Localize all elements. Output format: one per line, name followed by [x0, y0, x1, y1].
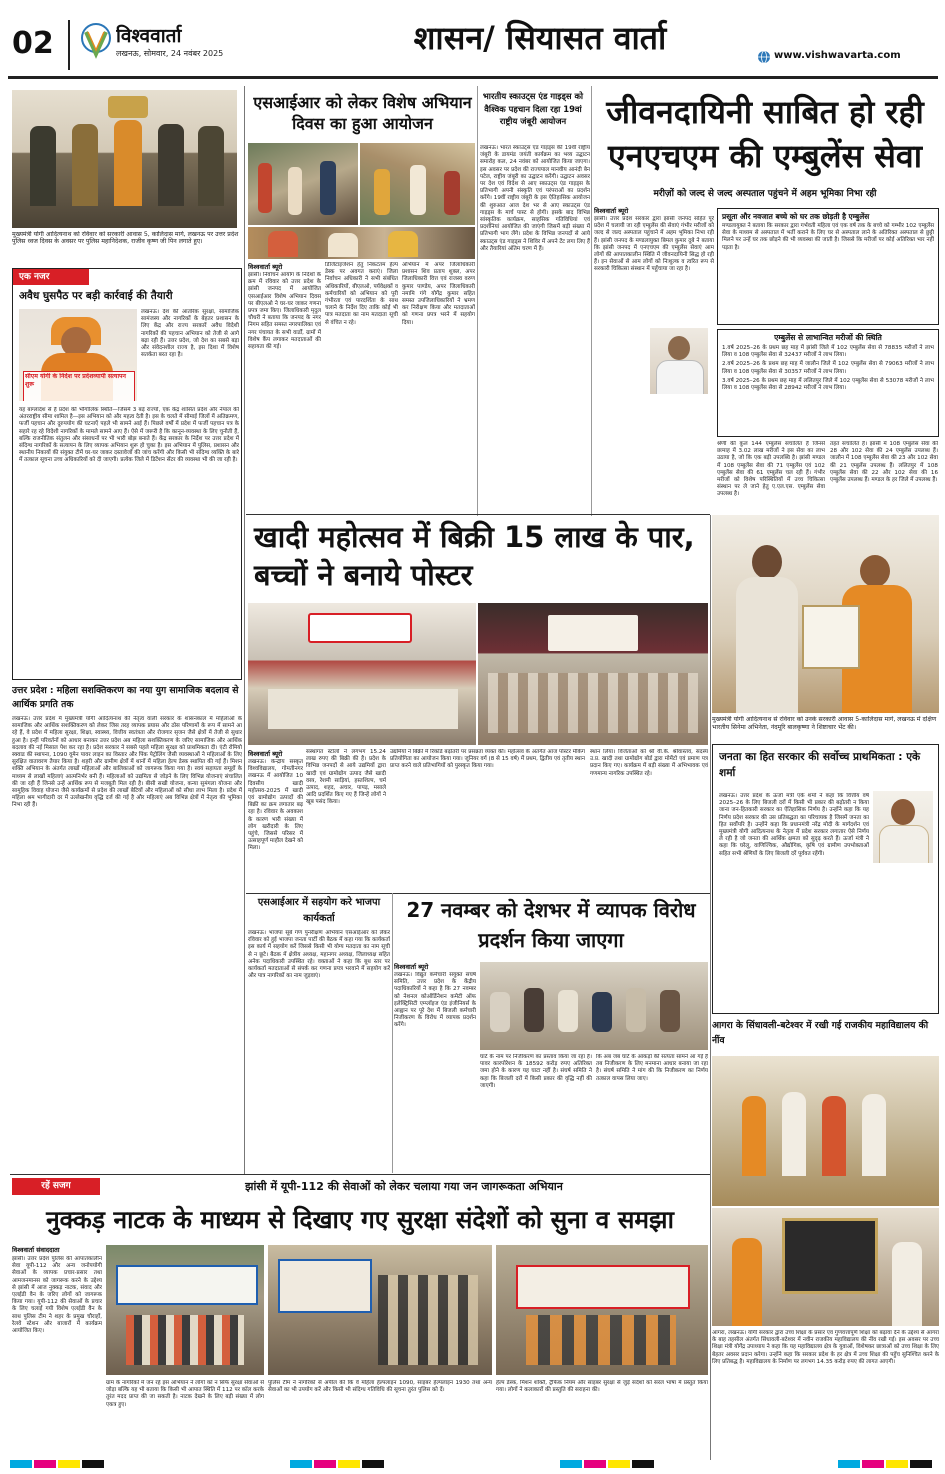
- sajag-body-col3: पुलिस टीम ने नागरिकों से अपील की कि वे महिला हेल्पलाइन 1090, साइबर हेल्पलाइन 1930 तथा अन्य सेवाओं का भी उपयोग करें और किसी भी संदिग्ध गतिविधि की सूचना तुरंत पुलिस को दें।: [268, 1380, 492, 1394]
- sir-headline: एसआईआर को लेकर विशेष अभियान दिवस का हुआ आयोजन: [253, 93, 472, 133]
- khadi-body-col2: संस्थागत स्टॉलों ने लगभग 15.24 लाख रुपए की बिक्री की है। प्रदेश के विभिन्न जनपदों से आये उद्यमियों द्वारा खादी एवं ग्रामोद्योग उत्पाद जैसे खादी वस्त्र, रेशमी साड़ियां, हस्तशिल्प, चर्म उत्पाद, शहद, अचार, पापड़, मसाले आदि प्रदर्शित किए गए हैं जिन्हें लोगों ने खूब पसंद किया।: [306, 749, 386, 806]
- nhm-stat-3: 3.वर्ष 2025–26 के प्रथम छह माह में ललितपुर जिले में 102 एम्बुलेंस सेवा से 53078 मरीजों ने लाभ लिया व 108 एम्बुलेंस सेवा से 28942 मरीजों ने लाभ लिया।: [722, 377, 934, 392]
- ek-nazar-photo-caption: सीएम योगी के निर्देश पर प्रदेशव्यापी सत्यापन शुरू: [25, 373, 126, 388]
- protest-body-col1: लखनऊ। विद्युत कर्मचारी संयुक्त संघर्ष समिति, उत्तर प्रदेश के केंद्रीय पदाधिकारियों ने कहा है कि 27 नवम्बर को नेशनल कोऑर्डिनेशन कमेटी ऑफ इलेक्ट्रिसिटी एम्प्लॉइज एंड इंजीनियर्स के आह्वान पर पूरे देश में बिजली कर्मचारी निजीकरण के विरोध में व्यापक प्रदर्शन करेंगे।: [394, 972, 476, 1029]
- sharma-portrait: [873, 791, 933, 863]
- cm-actor-caption: मुख्यमंत्री योगी आदित्यनाथ से रविवार को उनके सरकारी आवास 5-कालिदास मार्ग, लखनऊ में दक्षिण भारतीय सिनेमा अभिनेता, नंदमूरि बालकृष्णा ने शिष्टाचार भेंट की।: [712, 716, 937, 731]
- sir-photo-3: [248, 227, 475, 259]
- khadi-body-col3: उद्यमियों ने बिक्री में रिकॉर्ड बढ़ोतरी पर प्रसन्नता व्यक्त की। महोत्सव के अंतर्गत आज पोस्टर मेकिंग प्रतियोगिता का आयोजन किया गया। जूनियर वर्ग (8 से 15 वर्ष) में प्रथम, द्वितीय एवं तृतीय स्थान प्राप्त करने वाले प्रतिभागियों को पुरस्कृत किया गया।: [390, 749, 585, 770]
- sir-photo-2: [360, 143, 475, 225]
- dateline: लखनऊ, सोमवार, 24 नवंबर 2025: [116, 49, 224, 58]
- women-headline: उत्तर प्रदेश : महिला सशक्तिकरण का नया युग सामाजिक बदलाव से आर्थिक प्रगति तक: [12, 685, 239, 710]
- section-title: शासन/ सियासत वार्ता: [413, 19, 667, 57]
- khadi-photo-main: [248, 603, 476, 745]
- sajag-strap: झांसी में यूपी-112 की सेवाओं को लेकर चलाया गया जन जागरूकता अभियान: [245, 1180, 563, 1193]
- nhm-stat-1: 1.वर्ष 2025–26 के प्रथम छह माह में झांसी जिले में 102 एम्बुलेंस सेवा से 78835 मरीजों ने लाभ लिया व 108 एम्बुलेंस सेवा से 32437 मरीजों ने लाभ लिया।: [722, 345, 934, 359]
- sajag-headline: नुक्कड़ नाटक के माध्यम से दिखाए गए सुरक्षा संदेशों को सुना व समझा: [46, 1205, 674, 1234]
- nhm-body-col2: श्रेणी की कुल 144 एम्बुलेंस संचालित हैं जिनसे छःमाह में 3.02 लाख मरीजों ने इस सेवा का लाभ उठाया है, जो कि एक बड़ी उपलब्धि है। झांसी मण्डल में 108 एम्बुलेंस सेवा की 71 एम्बुलेंस एवं 102 एम्बुलेंस सेवा की 61 एम्बुलेंस चल रही हैं। गंभीर मरीजों को विशेष परिस्थितियों में उच्च चिकित्सा संस्थान पर ले जाने हेतु ए.एल.एस. एम्बुलेंस सेवा उपलब्ध है।: [717, 441, 825, 498]
- khadi-byline: विश्ववार्ता ब्यूरो: [248, 750, 283, 758]
- ek-nazar-label: एक नजर: [13, 269, 89, 285]
- nhm-stat-2: 2.वर्ष 2025–26 के प्रथम छह माह में जालौन जिले में 102 एम्बुलेंस सेवा से 79063 मरीजों ने लाभ लिया व 108 एम्बुलेंस सेवा से 30357 मरीजों ने लाभ लिया।: [722, 361, 934, 375]
- protest-body-col3: कि अब जब घाटे के आंकड़ों की सत्यता सामने आ गई है तब निजीकरण के लिए मनमाना आधार बनाया जा रहा है। संघर्ष समिति ने मांग की कि निजीकरण का निर्णय तत्काल वापस लिया जाए।: [596, 1054, 708, 1082]
- protest-headline: 27 नवम्बर को देशभर में व्यापक विरोध प्रदर्शन किया जाएगा: [406, 898, 696, 952]
- khadi-photo-crowd: [478, 603, 708, 745]
- sajag-body-col4: हेल्प डेस्क, मिशन शक्ति, ट्रैफिक नियम और साइबर सुरक्षा से जुड़े संदेशों को सरल भाषा में प्रस्तुत किया गया। लोगों ने कलाकारों की प्रस्तुति की सराहना की।: [496, 1380, 708, 1394]
- nhm-subheadline: मरीज़ों को जल्द से जल्द अस्पताल पहुंचने में अहम भूमिका निभा रही: [653, 189, 877, 199]
- sajag-photo-3: [496, 1245, 708, 1375]
- logo-icon: [80, 22, 112, 60]
- website-link[interactable]: www.vishwavarta.com: [774, 50, 901, 61]
- ek-nazar-lead: लखनऊ। देश की आंतरिक सुरक्षा, सामाजिक सामंजस्य और नागरिकों के बेहतर प्रशासन के लिए केंद्र और राज्य सरकारें अवैध विदेशी नागरिकों की पहचान अभियान को तेजी से आगे बढ़ा रही हैं। उत्तर प्रदेश, जो देश का सबसे बड़ा और संवेदनशील राज्य है, इस दिशा में विशेष सतर्कता बरत रहा है।: [141, 309, 239, 359]
- nhm-box-prasuta-title: प्रसूता और नवजात बच्चे को घर तक छोड़ती है एम्बुलेंस: [722, 212, 870, 221]
- globe-icon: [757, 49, 771, 63]
- scouts-body: लखनऊ। भारत स्काउट्स एंड गाइड्स की 19वीं राष्ट्रीय जंबूरी के डायमंड जयंती कार्यक्रम का भव्य उद्घाटन समारोह कल, 24 नवंबर को आयोजित किया जाएगा। इस अवसर पर प्रदेश की राज्यपाल मानवीय आनंदी बेन पटेल, राष्ट्रीय जंबूरी का उद्घाटन करेंगी। उद्घाटन अवसर पर देश एवं विदेश से आए स्काउट्स एंड गाइड्स के प्रतिभागी अपनी संस्कृति एवं परंपराओं का प्रदर्शन करेंगे। 19वीं राष्ट्रीय जंबूरी के इस ऐतिहासिक आयोजन की शुरुआत आज देश भर से आए स्काउट्स एंड गाइड्स के मार्च पास्ट से होगी। इसके बाद विभिन्न सांस्कृतिक कार्यक्रम, साहसिक गतिविधियां एवं प्रदर्शनियां आयोजित की जाएंगी जिसमें बड़ी संख्या में प्रतिभागी भाग लेंगे। प्रदेश के विभिन्न जनपदों से आये स्काउट्स एंड गाइड्स ने शिविर में अपने टेंट लगा लिए हैं और तैयारियां अंतिम चरण में हैं।: [480, 145, 590, 252]
- agra-foundation-photo-2: [712, 1208, 939, 1326]
- karyakarta-body: लखनऊ। भाजपा सूबे गण पुनरीक्षण अभियान एसआईआर को लेकर रविवार को हुई भाजपा जनता पार्टी की बैठक में कहा गया कि कार्यकर्ता इस कार्य में सहयोग करें जिससे किसी भी योग्य मतदाता का नाम सूची से न छूटे। बैठक में क्षेत्रीय अध्यक्ष, महानगर अध्यक्ष, जिलाध्यक्ष सहित अनेक पदाधिकारी उपस्थित रहे। वक्ताओं ने कहा कि बूथ स्तर पर कार्यकर्ता मतदाताओं से संपर्क कर गणना प्रपत्र भरवाने में सहयोग करें और पात्र नागरिकों का नाम जुड़वाएं।: [248, 930, 390, 980]
- khadi-body-col1: लखनऊ। केन्द्रीय संस्कृत विश्वविद्यालय, गोमतीनगर लखनऊ में आयोजित 10 दिवसीय खादी महोत्सव-2025 में खादी एवं ग्रामोद्योग उत्पादों की बिक्री का क्रम लगातार बढ़ रहा है। रविवार के अवकाश के कारण भारी संख्या में लोग खरीदारी के लिए पहुंचे, जिससे परिसर में उत्साहपूर्ण माहौल देखने को मिला।: [248, 759, 303, 852]
- nhm-headline: जीवनदायिनी साबित हो रही एनएचएम की एम्बुलेंस सेवा: [606, 93, 924, 175]
- karyakarta-headline: एसआईआर में सहयोग करे भाजपा कार्यकर्ता: [257, 897, 381, 924]
- sir-body-col3: अभियान में अपर जिलाधिकारी प्रशासन शिव प्रताप शुक्ल, अपर जिलाधिकारी वित्त एवं राजस्व वरुण कुमार पाण्डेय, अपर जिलाधिकारी नमामि गंगे योगेंद्र कुमार सहित समस्त उपजिलाधिकारियों ने भ्रमण कर निरीक्षण किया और मतदाताओं को गणना प्रपत्र भरने में सहयोग दिया।: [402, 262, 475, 326]
- cm-police-flag-photo: [12, 90, 237, 228]
- sajag-body-col2: ग्राम के नागरिकों में जन रहे इस अभियान ने लोगों को न सिर्फ सुरक्षा सेवाओं से जोड़ा बल्कि यह भी बताया कि किसी भी आपात स्थिति में 112 पर कॉल करके तुरंत मदद प्राप्त की जा सकती है। नाटक देखने के लिए बड़ी संख्या में लोग एकत्र हुए।: [106, 1380, 264, 1408]
- scouts-headline: भारतीय स्काउट्स एंड गाइड्स को वैश्विक पहचान दिला रहा 19वां राष्ट्रीय जंबूरी आयोजन: [482, 91, 584, 126]
- cm-actor-photo: [712, 515, 939, 713]
- khadi-body-col4: स्थान लिया। विजेताओं को श्री वी.के. श्रीवास्तव, सदस्य उ.प्र. खादी तथा ग्रामोद्योग बोर्ड द्वारा मोमेंटो एवं प्रमाण पत्र प्रदान किए गए। कार्यक्रम में बड़ी संख्या में अभिभावक एवं गणमान्य नागरिक उपस्थित रहे।: [590, 749, 708, 777]
- nhm-box-prasuta-body: मण्डलायुक्त ने बताया कि सरकार द्वारा गर्भवती महिला एवं एक वर्ष तक के बच्चे को गम्भीर 102 एम्बुलेंस सेवा के माध्यम से अस्पताल में भर्ती कराने के लिए घर से अस्पताल लाने के अतिरिक्त अस्पताल से छुट्टी मिलने पर उन्हें घर तक छोड़ने की भी व्यवस्था की जाती है। जिससे कि मरीजों पर कोई अतिरिक्त भार नहीं पड़ता है।: [722, 223, 934, 251]
- page-number: 02: [12, 26, 54, 61]
- protest-byline: विश्ववार्ता ब्यूरो: [394, 963, 429, 971]
- nhm-byline: विश्ववार्ता ब्यूरो: [594, 207, 629, 215]
- sajag-body: झांसी। उत्तर प्रदेश पुलिस की आपातकालीन सेवा यूपी-112 और अन्य जनोपयोगी सेवाओं के व्यापक प्रचार-प्रसार तथा आमजनमानस को जागरूक करने के उद्देश्य से झांसी में आज नुक्कड़ नाटक, संवाद और एलईडी वैन के जरिए लोगों को जागरूक किया गया। यूपी-112 की सेवाओं के प्रचार के लिए चलाई गयी विशेष एलईडी वैन के साथ पुलिस टीम ने शहर के प्रमुख चौराहों, रेलवे स्टेशन और बाजारों में कार्यक्रम आयोजित किए।: [12, 1256, 102, 1335]
- agra-foundation-photo-1: [712, 1056, 939, 1206]
- cm-police-flag-caption: मुख्यमंत्री योगी आदित्यनाथ को रविवार को सरकारी आवास 5, कालिदास मार्ग, लखनऊ पर उत्तर प्रदेश पुलिस ध्वज दिवस के अवसर पर पुलिस महानिदेशक, राजीव कृष्ण जी पिन लगाते हुए।: [12, 231, 239, 246]
- agra-headline: आगरा के सिंधावली-बटेश्वर में रखी गई राजकीय महाविद्यालय की नींव: [712, 1020, 929, 1046]
- protest-meeting-photo: [480, 962, 708, 1050]
- sir-body-col2: डिजिटाइजेशन हेतु निकटतम हेल्प डेस्क पर अवगत कराएं। जिला निर्वाचन अधिकारी ने सभी संबंधित अधिकारियों, बीएलओ, पर्यवेक्षकों व कर्मचारियों को अभियान को पूरी गंभीरता एवं पारदर्शिता के साथ चलाने के निर्देश दिए ताकि कोई भी पात्र मतदाता का नाम मतदाता सूची से वंचित न रहे।: [325, 262, 398, 326]
- nhm-box-prasuta: [717, 208, 939, 325]
- nhm-box-stats-title: एम्बुलेंस से लाभान्वित मरीजों की स्थिति: [774, 333, 882, 342]
- women-body: लखनऊ। उत्तर प्रदेश में मुख्यमंत्री योगी आदित्यनाथ की नेतृत्व वाली सरकार के शासनकाल में महिलाओं के सामाजिक और आर्थिक सशक्तिकरण को लेकर जिस तरह व्यापक प्रयास और ठोस परिणामों के रूप में सामने आ रहे हैं, वे प्रदेश में महिला सुरक्षा, शिक्षा, स्वास्थ्य, वित्तीय स्वतंत्रता और रोजगार सृजन जैसे क्षेत्रों में तेजी से सुधार हुआ है। इन्हीं परिवर्तनों को आधार बनाकर उत्तर प्रदेश अब महिला सशक्तिकरण के जरिए सामाजिक और आर्थिक बदलाव की नई मिसाल पेश कर रहा है। प्रदेश सरकार ने सबसे पहले महिला सुरक्षा को प्राथमिकता दी। एंटी रोमियो स्क्वाड की स्थापना, 1090 वूमेन पावर लाइन का विस्तार और पिंक पेट्रोलिंग जैसी व्यवस्थाओं ने महिलाओं के लिए सुरक्षित वातावरण तैयार किया है। शहरी और ग्रामीण क्षेत्रों में थानों में महिला हेल्प डेस्क स्थापित की गई हैं। मिशन शक्ति अभियान के अंतर्गत लाखों महिलाओं और बालिकाओं को जागरूक किया गया है। स्वयं सहायता समूहों के माध्यम से लाखों महिलाएं आत्मनिर्भर बनी हैं। महिलाओं को उद्यमिता से जोड़ने के लिए विभिन्न योजनाएं संचालित की जा रही हैं जिनसे उन्हें आर्थिक रूप से मजबूती मिल रही है। बीसी सखी योजना, कन्या सुमंगला योजना और सामूहिक विवाह योजना जैसे कार्यक्रमों से प्रदेश की लाखों बेटियों और महिलाओं को सीधा लाभ मिला है। प्रदेश में महिला श्रम भागीदारी दर में उल्लेखनीय वृद्धि दर्ज की गई है और महिलाएं अब विभिन्न क्षेत्रों में नेतृत्व की भूमिका निभा रही हैं।: [12, 716, 242, 809]
- sir-photo-1: [248, 143, 358, 225]
- brand-name: विश्ववार्ता: [116, 25, 182, 46]
- sharma-body: लखनऊ। उत्तर प्रदेश के ऊर्जा मंत्री एके शर्मा ने कहा कि वित्तीय वर्ष 2025–26 के लिए बिजली दरों में किसी भी प्रकार की बढ़ोतरी न किया जाना जन-हितकारी सरकार का ऐतिहासिक निर्णय है। उन्होंने कहा कि यह निर्णय प्रदेश सरकार की उस प्रतिबद्धता का परिचायक है जिसमें जनता का हित सर्वोपरि है। उन्होंने कहा कि प्रधानमंत्री नरेंद्र मोदी के मार्गदर्शन एवं मुख्यमंत्री योगी आदित्यनाथ के नेतृत्व में प्रदेश सरकार लगातार ऐसे निर्णय ले रही है जो जनता की आर्थिक क्षमता को सुदृढ़ करते हैं। ऊर्जा मंत्री ने कहा कि घरेलू, वाणिज्यिक, औद्योगिक, कृषि एवं ग्रामीण उपभोक्ताओं सहित सभी श्रेणियों के लिए बिजली दरें पूर्ववत रहेंगी।: [719, 793, 869, 857]
- sharma-box: [712, 744, 939, 1014]
- masthead: [0, 0, 945, 82]
- protest-body-col2: घाटे के नाम पर निजीकरण का प्रस्ताव किया जा रहा है। पावर कारपोरेशन के 18592 करोड़ रुपए अतिरिक्त जमा होने के कारण यह घाटा नहीं है। संघर्ष समिति ने कहा कि बिजली दरों में किसी प्रकार की वृद्धि नहीं की जाएगी।: [480, 1054, 592, 1089]
- ek-nazar-body: यह बांग्लादेश से है प्रदेश की भौगोलिक स्थिति—जिसमें 3 बड़े राज्यों, एक केंद्र शासित प्रदेश और नेपाल की अंतरराष्ट्रीय सीमा शामिल है—इस अभियान को और महत्व देती है। इस के चलते में सीमाई जिलों में अतिक्रमण, फर्जी पहचान और दुरुपयोग की घटनाएँ पहले भी सामने आई हैं। पिछले वर्षों में प्रदेश में फर्जी पहचान पत्र के सहारे रह रहे विदेशी नागरिकों के मामले सामने आए हैं। ऐसे में जरूरी है कि कानून-व्यवस्था के लिए चुनौती हैं, बल्कि राजनीतिक संतुलन और संसाधनों पर भी भारी बोझ बनाते हैं। केंद्र सरकार के निर्देश पर उत्तर प्रदेश में संदिग्ध नागरिकों के सत्यापन के लिए व्यापक अभियान शुरू हो चुका है। इस अभियान में पुलिस, प्रशासन और स्थानीय निकायों की संयुक्त टीमें घर-घर जाकर दस्तावेजों की जांच करेंगी और किसी भी संदिग्ध व्यक्ति के बारे में तत्काल सूचना उच्च अधिकारियों को दी जाएगी। प्रत्येक जिले में डिटेंशन सेंटर की व्यवस्था भी की जा रही है।: [19, 407, 239, 464]
- sir-body-col1: झांसी। निर्वाचन आयोग के निर्देशों के क्रम में रविवार को उत्तर प्रदेश के झांसी जनपद में आयोजित एसआईआर विशेष अभियान दिवस पर बीएलओ ने घर-घर जाकर गणना प्रपत्र जमा किए। जिलाधिकारी मृदुल चौधरी ने बताया कि जनपद के नगर निगम सहित समस्त नगरपालिका एवं नगर पंचायत के सभी वार्डों, ग्रामों में विशेष कैंप लगाकर मतदाताओं की सहायता की गई।: [248, 272, 321, 351]
- sajag-byline: विश्ववार्ता संवाददाता: [12, 1246, 60, 1254]
- nhm-box-stats: [717, 329, 939, 437]
- sajag-photo-2: [268, 1245, 492, 1375]
- sharma-headline: जनता का हित सरकार की सर्वोच्च प्राथमिकता : एके शर्मा: [719, 751, 921, 779]
- print-color-bar: [0, 1460, 945, 1472]
- nhm-body-col3: तहत संचालित हैं। झांसी में 108 एम्बुलेंस सेवा की 28 और 102 सेवा की 24 एम्बुलेंस उपलब्ध हैं। जालौन में 108 एम्बुलेंस सेवा की 23 और 102 सेवा की 21 एम्बुलेंस उपलब्ध हैं। ललितपुर में 108 एम्बुलेंस सेवा की 22 और 102 सेवा की 16 एम्बुलेंस उपलब्ध हैं। मण्डल के हर जिले में उपलब्ध हैं।: [830, 441, 938, 484]
- khadi-headline: खादी महोत्सव में बिक्री 15 लाख के पार, बच्चों ने बनाये पोस्टर: [254, 520, 695, 592]
- sir-byline: विश्ववार्ता ब्यूरो: [248, 263, 283, 271]
- ek-nazar-box: [12, 268, 242, 680]
- sajag-photo-1: [106, 1245, 264, 1375]
- ek-nazar-headline: अवैध घुसपैठ पर बड़ी कार्रवाई की तैयारी: [19, 290, 173, 302]
- sajag-label: रहें सजग: [12, 1178, 100, 1195]
- nhm-body: झांसी। उत्तर प्रदेश सरकार द्वारा झांसी जनपद सहित पूरे प्रदेश में चलायी जा रही एम्बुलेंस की सेवाएं गंभीर मरीजों को जल्द से जल्द अस्पताल पहुंचाने में अहम भूमिका निभा रही हैं। झांसी जनपद के मण्डलायुक्त बिमल कुमार दुबे ने बताया कि झांसी जनपद में एनएचएम की एम्बुलेंस सेवाएं आम लोगों की आपातकालीन स्थिति में जीवनदायिनी सिद्ध हो रही हैं। इन सेवाओं से आम लोगों को निःशुल्क व त्वरित रूप से सरकारी चिकित्सा संस्थान में पहुँचाया जा रहा है।: [594, 216, 714, 273]
- agra-body: आगरा, लखनऊ। योगी सरकार द्वारा उच्च शिक्षा के प्रसार एवं गुणवत्तापूर्ण शिक्षा को बढ़ावा देने के उद्देश्य से आगरा के बाह तहसील अंतर्गत सिंधावली-बटेश्वर में नवीन राजकीय महाविद्यालय की नींव रखी गई। इस अवसर पर उच्च शिक्षा मंत्री योगेंद्र उपाध्याय ने कहा कि यह महाविद्यालय क्षेत्र के युवाओं, विशेषकर छात्राओं को उच्च शिक्षा के लिए बेहतर अवसर प्रदान करेगा। उन्होंने कहा कि सरकार प्रदेश के हर क्षेत्र में उच्च शिक्षा की पहुँच सुनिश्चित करने के लिए प्रतिबद्ध है। महाविद्यालय के निर्माण पर लगभग 14.35 करोड़ रुपए की लागत आएगी।: [712, 1330, 939, 1365]
- nhm-official-portrait: [650, 328, 708, 394]
